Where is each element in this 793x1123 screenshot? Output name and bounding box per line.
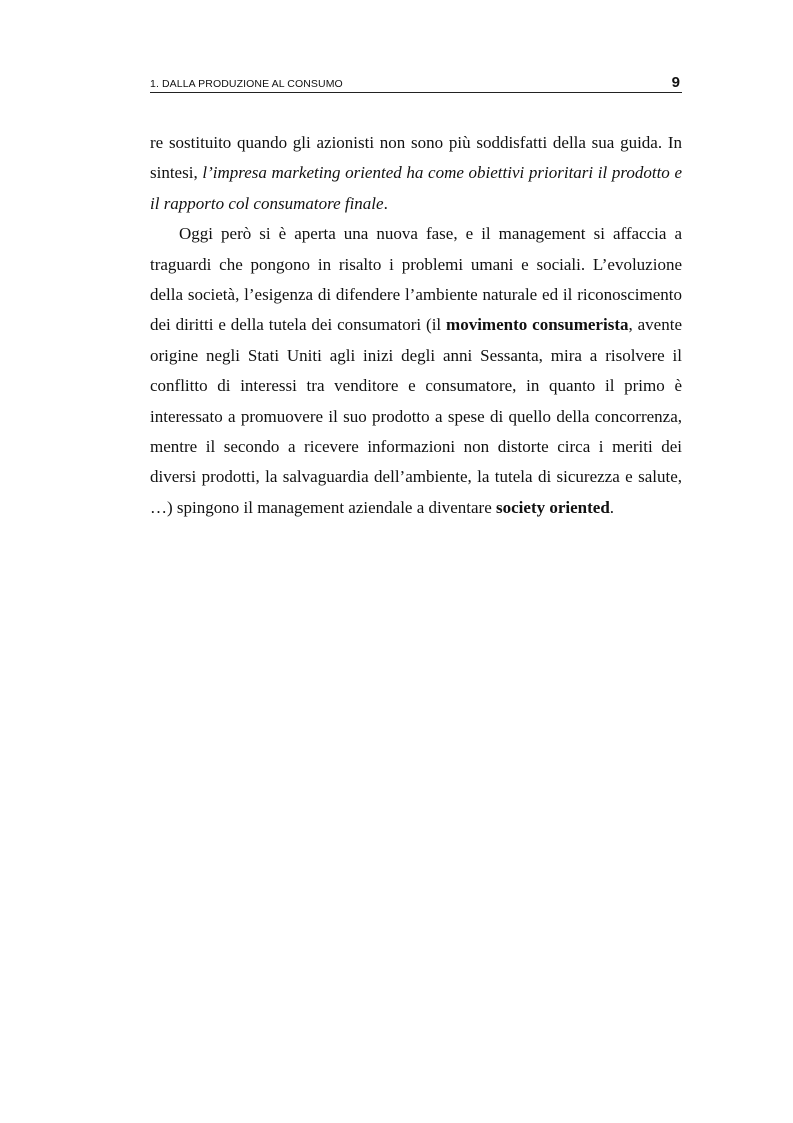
page-number: 9 <box>671 74 680 91</box>
body-text <box>150 128 682 523</box>
paragraph-2-end: . <box>609 497 615 517</box>
paragraph-1 <box>150 128 682 219</box>
paragraph-2-text-b: , avente origine negli Stati Uniti agli inizi degli anni Sessanta, mira a risolvere il conflitto di interessi tra venditore e consumatore, in quanto il primo è interessato a promuovere il suo prodotto a spese di quello della concorrenza, mentre il secondo a ricevere informazioni non distorte circa i meriti dei diversi prodotti, la salvaguardia dell’ambiente, la tutela di sicurezza e salute, …) spingono il management aziendale a diventare <box>150 315 682 517</box>
running-header-title: 1. DALLA PRODUZIONE AL CONSUMO <box>150 78 343 90</box>
paragraph-2-text-a: Oggi però si è aperta una nuova fase, e il management si affaccia a traguardi che pongono in risalto i problemi umani e sociali. L’evoluzione della società, l’esigenza di difendere l’ambiente naturale ed il riconoscimento dei diritti e della tutela dei consumatori (il <box>150 224 682 335</box>
paragraph-2 <box>150 219 682 523</box>
page-header <box>150 70 682 93</box>
paragraph-1-end: . <box>383 193 388 213</box>
paragraph-1-text: re sostituito quando gli azionisti non sono più soddisfatti della sua guida. In sintesi, <box>150 133 682 183</box>
term-movimento-consumerista: movimento consumerista <box>446 315 629 335</box>
term-society-oriented: society oriented <box>496 497 610 517</box>
paragraph-1-italic: l’impresa marketing oriented ha come obiettivi prioritari il prodotto e il rapporto col consumatore finale <box>150 163 682 213</box>
